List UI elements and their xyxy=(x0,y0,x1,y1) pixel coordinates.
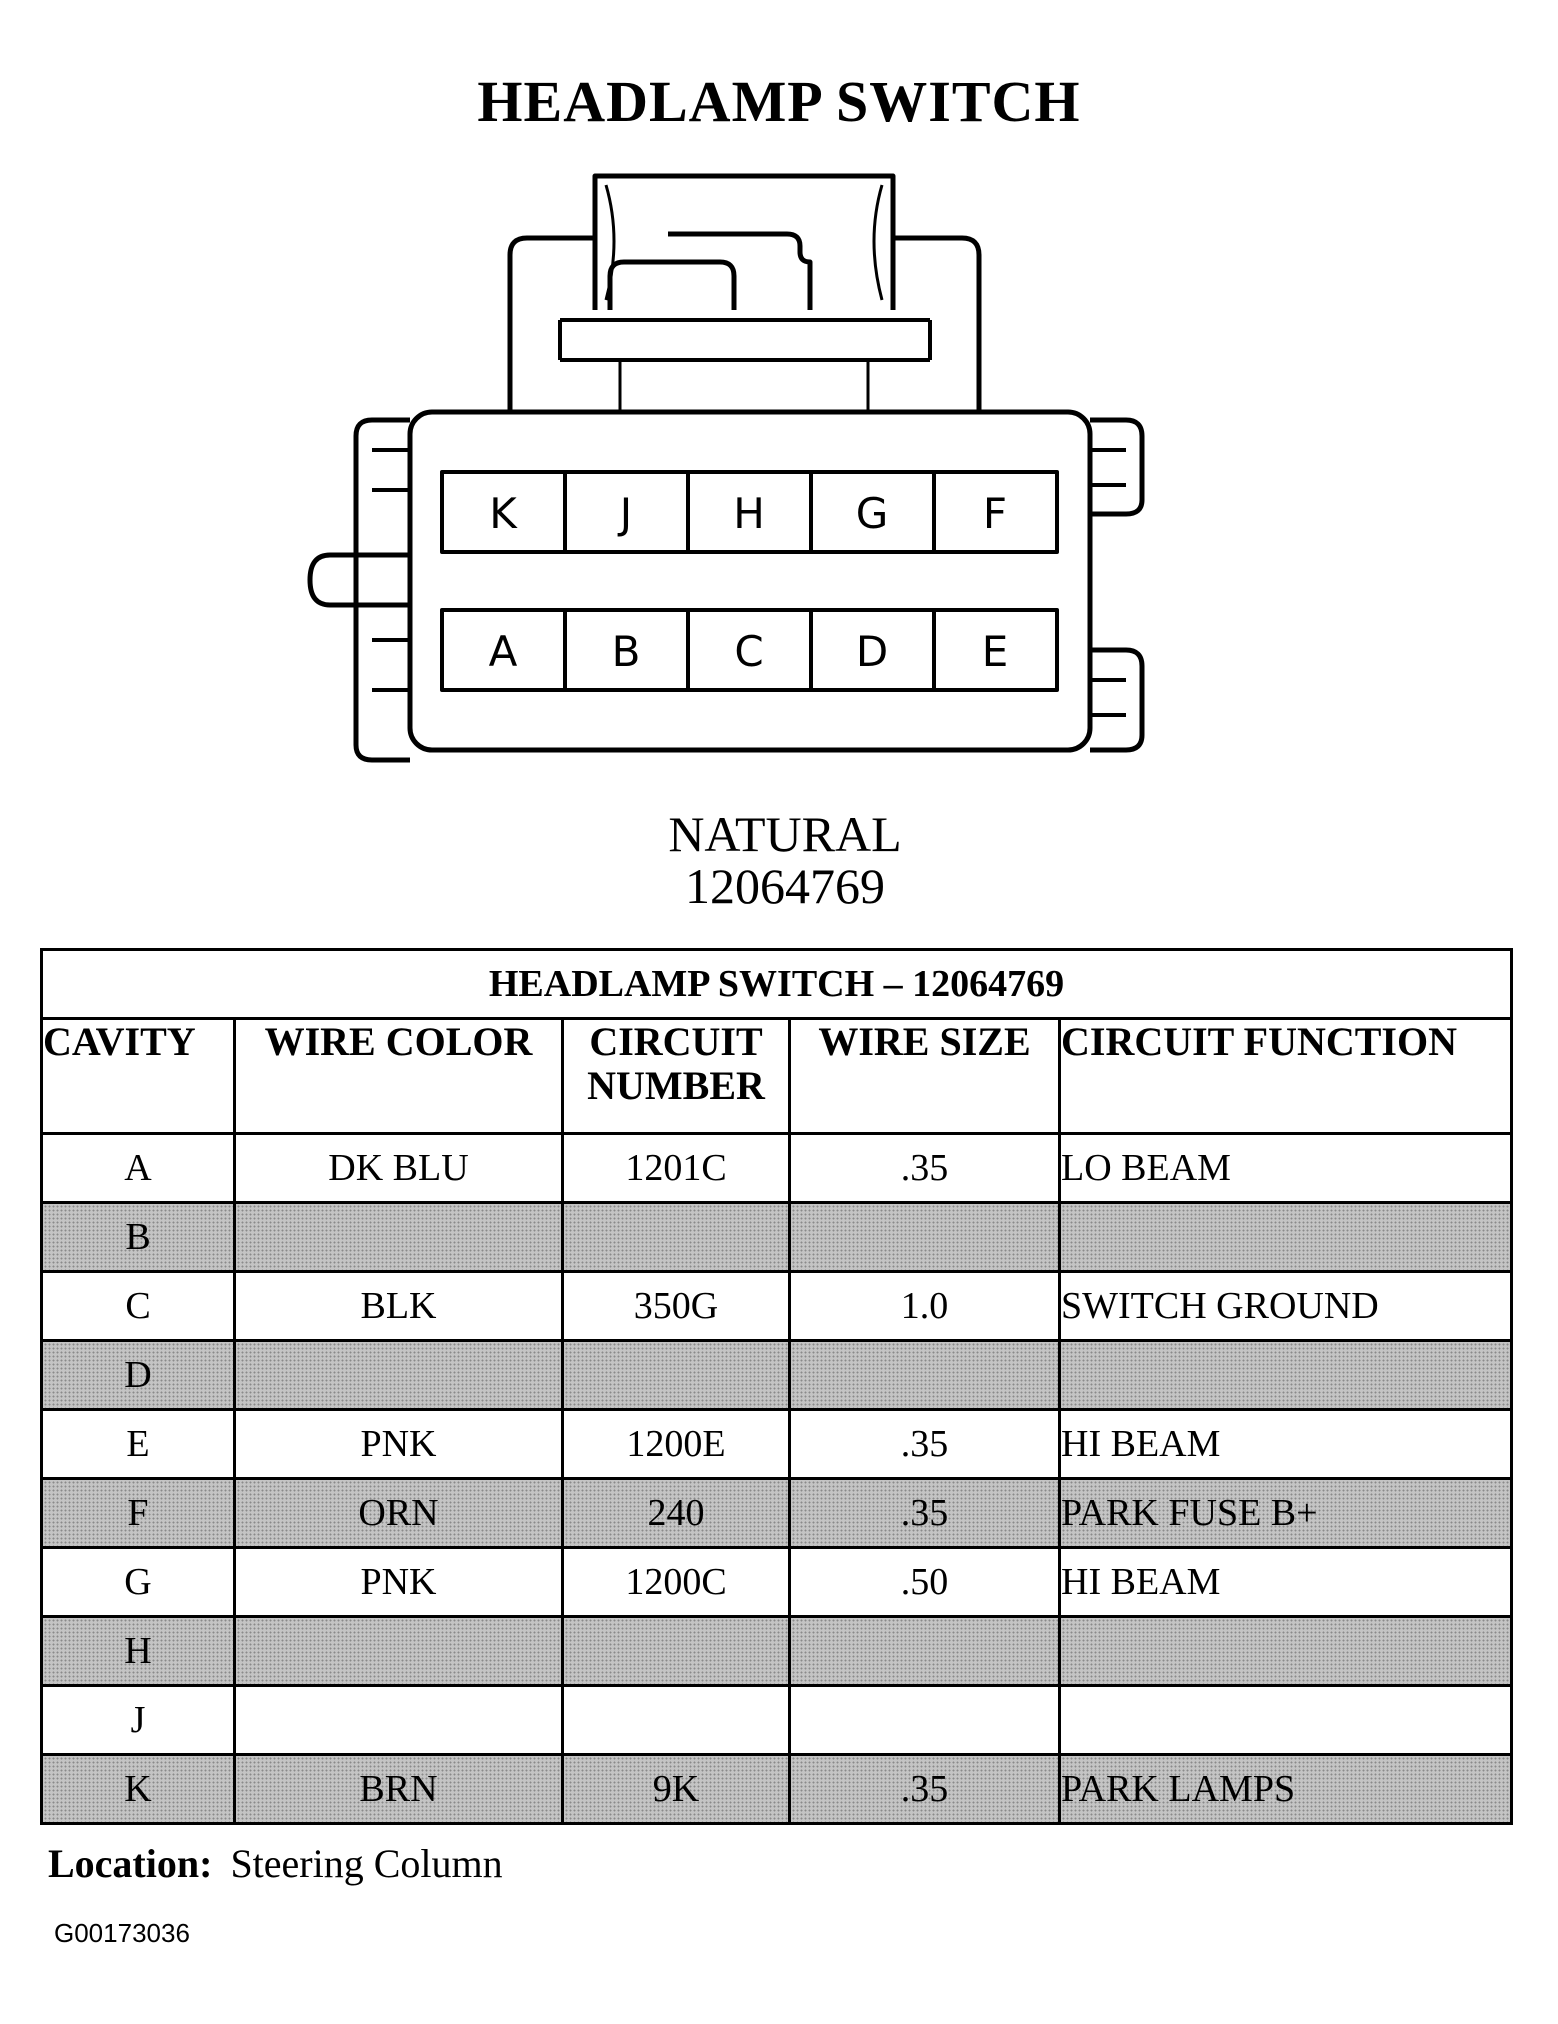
cell-wire-size xyxy=(790,1686,1060,1755)
table-row xyxy=(42,1686,1512,1755)
figure-code: G00173036 xyxy=(54,1918,190,1948)
cell-circuit-function: SWITCH GROUND xyxy=(1060,1272,1512,1341)
cell-circuit-number xyxy=(563,1617,790,1686)
cell-wire-color: PNK xyxy=(235,1548,563,1617)
cell-circuit-number: 1200C xyxy=(563,1548,790,1617)
header-cavity: CAVITY xyxy=(42,1019,235,1134)
cell-circuit-function: PARK LAMPS xyxy=(1060,1755,1512,1824)
cell-circuit-number xyxy=(563,1341,790,1410)
table-row xyxy=(42,1617,1512,1686)
cell-wire-size: .35 xyxy=(790,1479,1060,1548)
cell-wire-color: DK BLU xyxy=(235,1134,563,1203)
location-label: Location: xyxy=(48,1841,213,1886)
cell-circuit-number: 9K xyxy=(563,1755,790,1824)
cell-circuit-function xyxy=(1060,1203,1512,1272)
cell-wire-color: BLK xyxy=(235,1272,563,1341)
pin-label-h: H xyxy=(733,489,765,538)
cell-wire-color: BRN xyxy=(235,1755,563,1824)
pin-label-b: B xyxy=(611,627,641,676)
cell-wire-size: .35 xyxy=(790,1410,1060,1479)
pin-label-a: A xyxy=(488,627,518,676)
location-value: Steering Column xyxy=(230,1841,503,1886)
cell-wire-color xyxy=(235,1617,563,1686)
cell-wire-color: PNK xyxy=(235,1410,563,1479)
connector-color-label xyxy=(0,808,1558,912)
table-row xyxy=(42,1755,1512,1824)
cell-wire-size: .50 xyxy=(790,1548,1060,1617)
cell-circuit-function: PARK FUSE B+ xyxy=(1060,1479,1512,1548)
cell-cavity: A xyxy=(42,1134,235,1203)
header-circuit-number: CIRCUIT NUMBER xyxy=(563,1019,790,1134)
cell-cavity: D xyxy=(42,1341,235,1410)
pin-label-k: K xyxy=(489,489,517,538)
connector-color: NATURAL xyxy=(668,806,902,862)
cell-circuit-function xyxy=(1060,1686,1512,1755)
connector-part-number: 12064769 xyxy=(685,858,885,914)
table-title: HEADLAMP SWITCH – 12064769 xyxy=(42,950,1512,1019)
cell-circuit-number xyxy=(563,1203,790,1272)
cell-wire-size: .35 xyxy=(790,1134,1060,1203)
cell-cavity: H xyxy=(42,1617,235,1686)
table-row xyxy=(42,1272,1512,1341)
table-row xyxy=(42,1341,1512,1410)
cell-circuit-function: HI BEAM xyxy=(1060,1410,1512,1479)
cell-circuit-function xyxy=(1060,1617,1512,1686)
table-row xyxy=(42,1134,1512,1203)
cell-wire-size: .35 xyxy=(790,1755,1060,1824)
cell-wire-size xyxy=(790,1341,1060,1410)
pin-label-j: J xyxy=(619,489,633,538)
cell-circuit-number: 240 xyxy=(563,1479,790,1548)
pin-label-f: F xyxy=(982,489,1008,538)
cell-circuit-number: 1200E xyxy=(563,1410,790,1479)
table-row xyxy=(42,1548,1512,1617)
cell-circuit-function: LO BEAM xyxy=(1060,1134,1512,1203)
cell-circuit-number: 1201C xyxy=(563,1134,790,1203)
diagram-title: HEADLAMP SWITCH xyxy=(477,69,1081,134)
location-note xyxy=(48,1840,503,1887)
cell-cavity: E xyxy=(42,1410,235,1479)
header-wire-size: WIRE SIZE xyxy=(790,1019,1060,1134)
cell-wire-size xyxy=(790,1617,1060,1686)
connector-drawing xyxy=(300,170,1160,790)
cell-circuit-number xyxy=(563,1686,790,1755)
table-row xyxy=(42,1410,1512,1479)
table-row xyxy=(42,1203,1512,1272)
cell-circuit-function xyxy=(1060,1341,1512,1410)
header-wire-color: WIRE COLOR xyxy=(235,1019,563,1134)
cell-wire-size: 1.0 xyxy=(790,1272,1060,1341)
cell-cavity: B xyxy=(42,1203,235,1272)
pin-label-e: E xyxy=(981,627,1009,676)
header-circuit-function: CIRCUIT FUNCTION xyxy=(1060,1019,1512,1134)
cell-wire-color: ORN xyxy=(235,1479,563,1548)
cell-cavity: G xyxy=(42,1548,235,1617)
cell-cavity: J xyxy=(42,1686,235,1755)
pin-label-d: D xyxy=(855,627,889,676)
pin-label-c: C xyxy=(734,627,764,676)
table-row xyxy=(42,1479,1512,1548)
pin-label-g: G xyxy=(855,489,889,538)
cell-cavity: K xyxy=(42,1755,235,1824)
cell-circuit-function: HI BEAM xyxy=(1060,1548,1512,1617)
cell-wire-color xyxy=(235,1686,563,1755)
cell-circuit-number: 350G xyxy=(563,1272,790,1341)
cell-wire-color xyxy=(235,1341,563,1410)
pinout-table xyxy=(40,948,1513,1825)
cell-wire-size xyxy=(790,1203,1060,1272)
cell-wire-color xyxy=(235,1203,563,1272)
cell-cavity: F xyxy=(42,1479,235,1548)
cell-cavity: C xyxy=(42,1272,235,1341)
table-header-row xyxy=(42,1019,1512,1134)
